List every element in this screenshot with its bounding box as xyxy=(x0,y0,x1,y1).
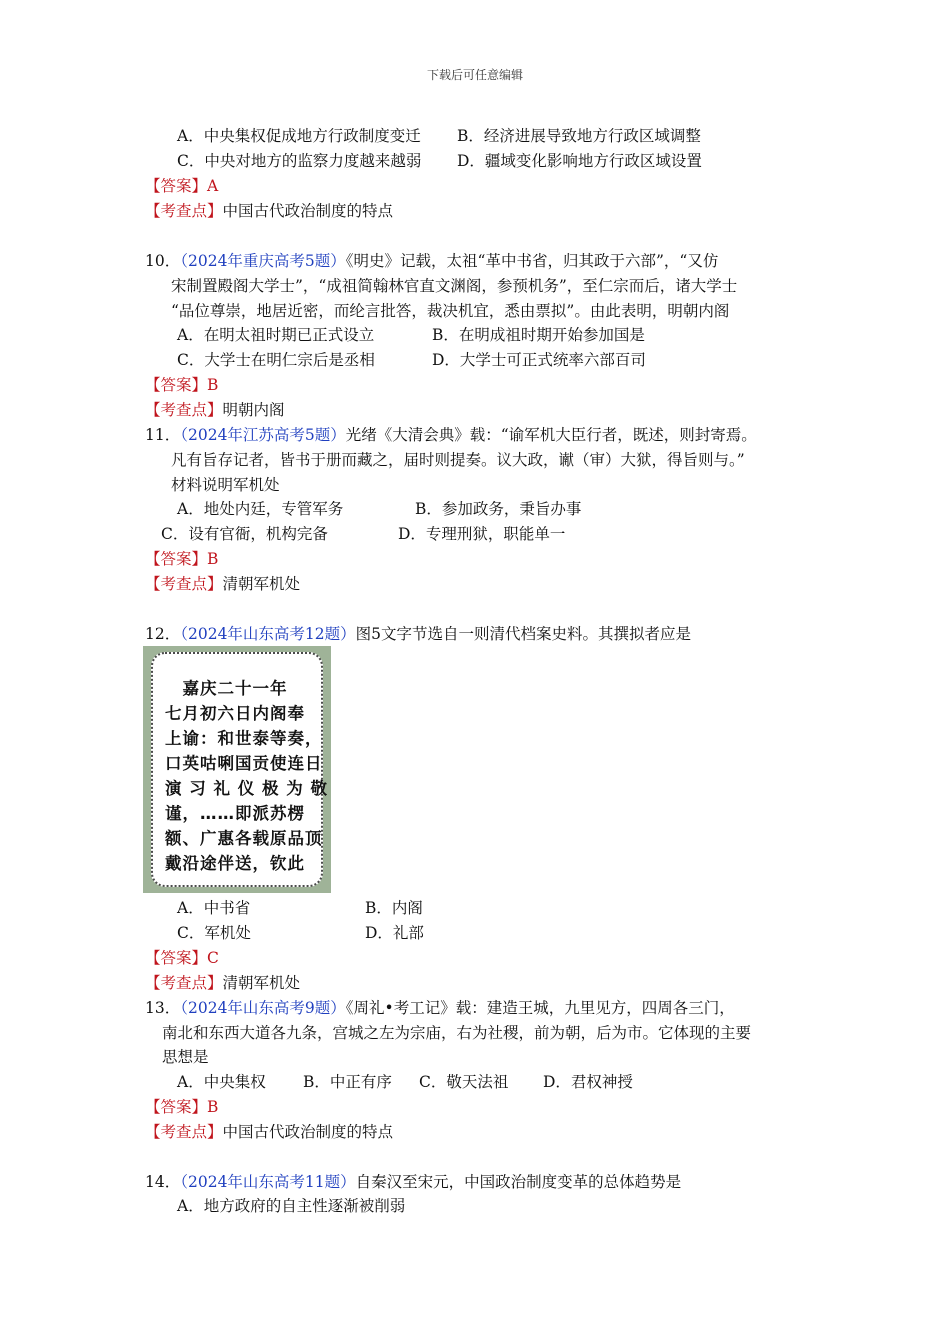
q10-answer xyxy=(145,375,218,395)
figure-text-line: 七月初六日内阁奉 xyxy=(165,704,305,723)
q9-options-row-2 xyxy=(177,151,702,171)
answer-value: B xyxy=(207,1098,219,1116)
q12-option-b: B．内阁 xyxy=(365,899,423,917)
q13-option-d: D．君权神授 xyxy=(543,1073,633,1091)
answer-value: A xyxy=(207,177,219,195)
q11-option-d: D．专理刑狱，职能单一 xyxy=(398,525,566,543)
point-value: 中国古代政治制度的特点 xyxy=(222,1123,394,1141)
q12-point xyxy=(145,973,300,993)
archive-document-figure xyxy=(143,646,331,893)
figure-text-line: 演 习 礼 仪 极 为 敬 xyxy=(165,779,328,798)
q10-option-c: C．大学士在明仁宗后是丞相 xyxy=(177,351,375,369)
question-text: 光绪《大清会典》载：“谕军机大臣行者，既述，则封寄焉。 xyxy=(345,426,757,444)
q12-option-d: D．礼部 xyxy=(365,924,424,942)
q11-stem-line-3: 材料说明军机处 xyxy=(171,476,280,494)
q13-stem-line-3: 思想是 xyxy=(162,1048,209,1066)
q13-option-b: B．中正有序 xyxy=(303,1073,392,1091)
answer-value: B xyxy=(207,550,219,568)
q12-option-a: A．中书省 xyxy=(177,899,251,917)
q11-answer xyxy=(145,549,218,569)
figure-text-line: 额、广惠各载原品顶 xyxy=(165,829,323,848)
q10-options-row-2 xyxy=(177,350,646,370)
q9-answer xyxy=(145,176,218,196)
question-text: 《明史》记载，太祖“革中书省，归其政于六部”，“又仿 xyxy=(345,252,719,270)
q10-option-a: A．在明太祖时期已正式设立 xyxy=(177,326,375,344)
q11-option-b: B．参加政务，秉旨办事 xyxy=(415,500,582,518)
q9-option-d: D．疆域变化影响地方行政区域设置 xyxy=(457,152,702,170)
q12-stem xyxy=(145,624,691,644)
question-number: 13． xyxy=(145,999,181,1017)
question-source: （2024年山东高考9题） xyxy=(180,999,346,1017)
q11-point xyxy=(145,574,300,594)
figure-text-line: 嘉庆二十一年 xyxy=(165,679,288,698)
question-number: 10． xyxy=(145,252,181,270)
answer-value: C xyxy=(207,949,219,967)
point-label: 【考查点】 xyxy=(145,202,223,220)
question-number: 12． xyxy=(145,625,181,643)
point-value: 清朝军机处 xyxy=(222,974,301,992)
q11-option-c: C．设有官衙，机构完备 xyxy=(161,525,328,543)
q10-stem-line-2: 宋制置殿阁大学士”，“成祖简翰林官直文渊阁，参预机务”，至仁宗而后，诸大学士 xyxy=(171,277,738,295)
q11-stem-line-2: 凡有旨存记者，皆书于册而藏之，届时则提奏。议大政，谳（审）大狱，得旨则与。” xyxy=(171,451,745,469)
answer-value: B xyxy=(207,376,219,394)
answer-label: 【答案】 xyxy=(145,550,208,568)
question-text: 自秦汉至宋元，中国政治制度变革的总体趋势是 xyxy=(355,1173,682,1191)
q9-options-row-1 xyxy=(177,126,701,146)
question-text: 图5文字节选自一则清代档案史料。其撰拟者应是 xyxy=(355,625,692,643)
q13-stem-line-1 xyxy=(145,998,735,1018)
point-label: 【考查点】 xyxy=(145,1123,223,1141)
q12-options-row-2 xyxy=(177,923,424,943)
point-value: 清朝军机处 xyxy=(222,575,301,593)
q11-option-a: A．地处内廷，专管军务 xyxy=(177,500,344,518)
q10-point xyxy=(145,400,285,420)
q10-options-row-1 xyxy=(177,325,645,345)
q10-stem-line-3: “品位尊崇，地居近密，而纶言批答，裁决机宜，悉由票拟”。由此表明，明朝内阁 xyxy=(171,302,730,320)
q11-options-row-1 xyxy=(177,499,582,519)
q9-option-b: B．经济进展导致地方行政区域调整 xyxy=(457,127,701,145)
point-label: 【考查点】 xyxy=(145,974,223,992)
question-source: （2024年重庆高考5题） xyxy=(180,252,346,270)
figure-text-line: 口英咕唎国贡使连日 xyxy=(165,754,323,773)
answer-label: 【答案】 xyxy=(145,376,208,394)
q10-stem-line-1 xyxy=(145,251,718,271)
q11-options-row-2 xyxy=(161,524,566,544)
q11-stem-line-1 xyxy=(145,425,757,445)
question-number: 11． xyxy=(145,426,181,444)
archive-document-frame xyxy=(151,652,328,887)
page-header: 下载后可任意编辑 xyxy=(426,68,523,82)
q10-option-d: D．大学士可正式统率六部百司 xyxy=(432,351,646,369)
q13-stem-line-2: 南北和东西大道各九条，宫城之左为宗庙，右为社稷，前为朝，后为市。它体现的主要 xyxy=(162,1024,752,1042)
q13-option-a: A．中央集权 xyxy=(177,1073,266,1091)
q13-option-c: C．敬天法祖 xyxy=(419,1073,509,1091)
answer-label: 【答案】 xyxy=(145,177,208,195)
question-source: （2024年江苏高考5题） xyxy=(180,426,346,444)
question-source: （2024年山东高考11题） xyxy=(180,1173,356,1191)
q13-options-row xyxy=(177,1072,633,1092)
answer-label: 【答案】 xyxy=(145,949,208,967)
question-number: 14． xyxy=(145,1173,181,1191)
question-source: （2024年山东高考12题） xyxy=(180,625,356,643)
figure-text-line: 上谕：和世泰等奏， xyxy=(165,729,323,748)
question-text: 《周礼•考工记》载：建造王城，九里见方，四周各三门， xyxy=(345,999,735,1017)
q13-point xyxy=(145,1122,393,1142)
q13-answer xyxy=(145,1097,218,1117)
q10-option-b: B．在明成祖时期开始参加国是 xyxy=(432,326,645,344)
q9-option-c: C．中央对地方的监察力度越来越弱 xyxy=(177,152,422,170)
figure-text-line: 戴沿途伴送，钦此 xyxy=(165,854,305,873)
q9-point xyxy=(145,201,393,221)
q12-options-row-1 xyxy=(177,898,423,918)
answer-label: 【答案】 xyxy=(145,1098,208,1116)
point-label: 【考查点】 xyxy=(145,401,223,419)
q14-stem xyxy=(145,1172,681,1192)
q12-answer xyxy=(145,948,219,968)
q12-option-c: C．军机处 xyxy=(177,924,251,942)
q14-option-a: A．地方政府的自主性逐渐被削弱 xyxy=(177,1197,406,1215)
point-value: 明朝内阁 xyxy=(222,401,285,419)
point-value: 中国古代政治制度的特点 xyxy=(222,202,394,220)
q9-option-a: A．中央集权促成地方行政制度变迁 xyxy=(177,127,421,145)
figure-text-line: 谨，……即派苏楞 xyxy=(165,804,305,823)
point-label: 【考查点】 xyxy=(145,575,223,593)
